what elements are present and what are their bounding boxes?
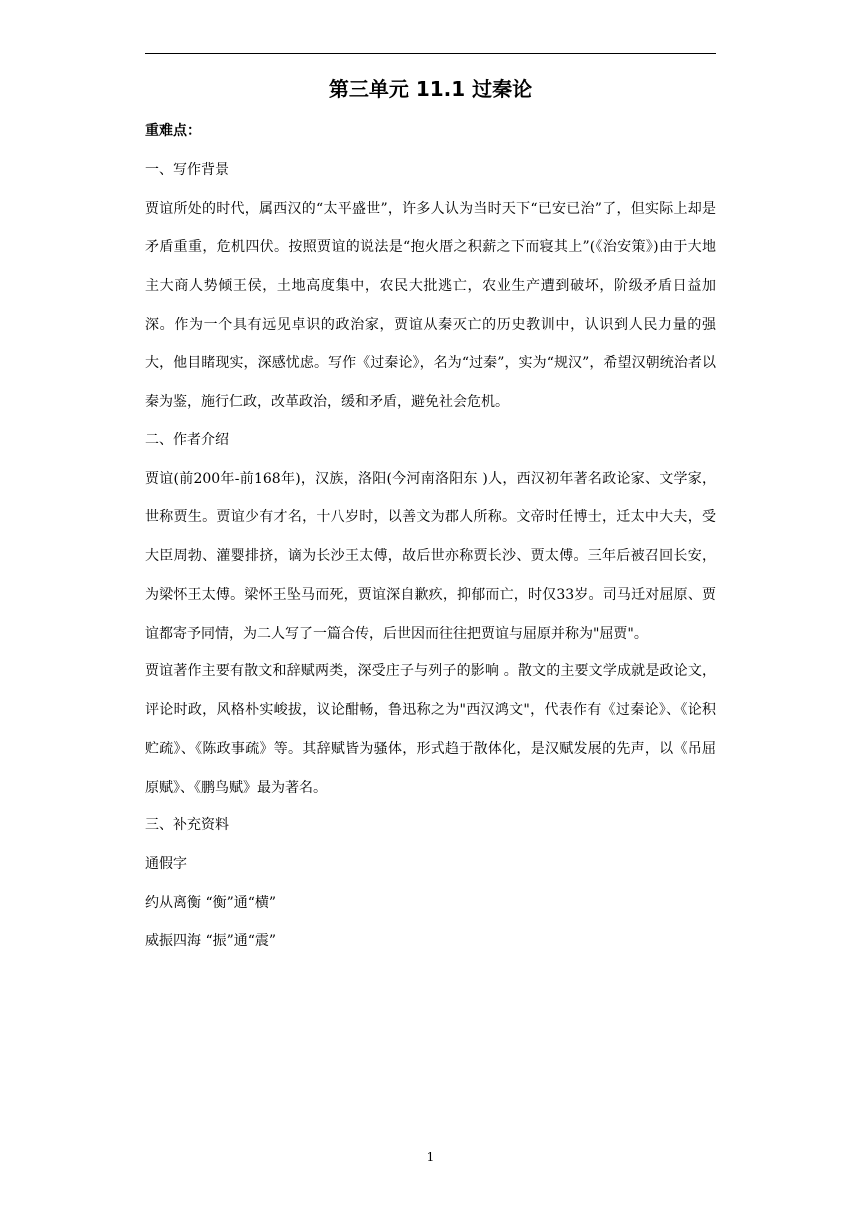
document-title: 第三单元 11.1 过秦论	[328, 77, 533, 101]
section-heading-supplement: 三、补充资料	[145, 817, 229, 834]
document-body	[145, 122, 716, 971]
section-heading-author: 二、作者介绍	[145, 431, 229, 448]
background-paragraph: 贾谊所处的时代，属西汉的“太平盛世”，许多人认为当时天下“已安已治”了，但实际上却是矛盾重重，危机四伏。按照贾谊的说法是“抱火厝之积薪之下而寝其上”(《治安策》)由于大地主大商人势倾王侯，土地高度集中，农民大批逃亡，农业生产遭到破坏，阶级矛盾日益加深。作为一个具有远见卓识的政治家，贾谊从秦灭亡的历史教训中，认识到人民力量的强大，他目睹现实，深感忧虑。写作《过秦论》，名为“过秦”，实为“规汉”，希望汉朝统治者以秦为鉴，施行仁政，改革政治，缓和矛盾，避免社会危机。	[145, 200, 716, 411]
author-paragraph-1: 贾谊(前200年-前168年)，汉族，洛阳(今河南洛阳东 )人，西汉初年著名政论家、文学家，世称贾生。贾谊少有才名，十八岁时，以善文为郡人所称。文帝时任博士，迁太中大夫，受大臣周勃、灌婴排挤，谪为长沙王太傅，故后世亦称贾长沙、贾太傅。三年后被召回长安，为梁怀王太傅。梁怀王坠马而死，贾谊深自歉疚，抑郁而亡，时仅33岁。司马迁对屈原、贾谊都寄予同情，为二人写了一篇合传，后世因而往往把贾谊与屈原并称为"屈贾"。	[145, 470, 716, 642]
page-number: 1	[426, 1150, 435, 1164]
supplement-item: 约从离衡 “衡”通“横”	[145, 894, 277, 911]
key-points-label: 重难点：	[145, 123, 201, 139]
section-heading-background: 一、写作背景	[145, 161, 229, 178]
author-paragraph-2: 贾谊著作主要有散文和辞赋两类，深受庄子与列子的影响 。散文的主要文学成就是政论文，评论时政，风格朴实峻拔，议论酣畅，鲁迅称之为"西汉鸿文"，代表作有《过秦论》、《论积贮疏》、《陈政事疏》等。其辞赋皆为骚体，形式趋于散体化，是汉赋发展的先声，以《吊屈原赋》、《鹏鸟赋》最为著名。	[145, 663, 716, 796]
header-rule	[145, 53, 716, 54]
supplement-subheading: 通假字	[145, 855, 187, 872]
supplement-item: 威振四海 “振”通“震”	[145, 933, 277, 950]
